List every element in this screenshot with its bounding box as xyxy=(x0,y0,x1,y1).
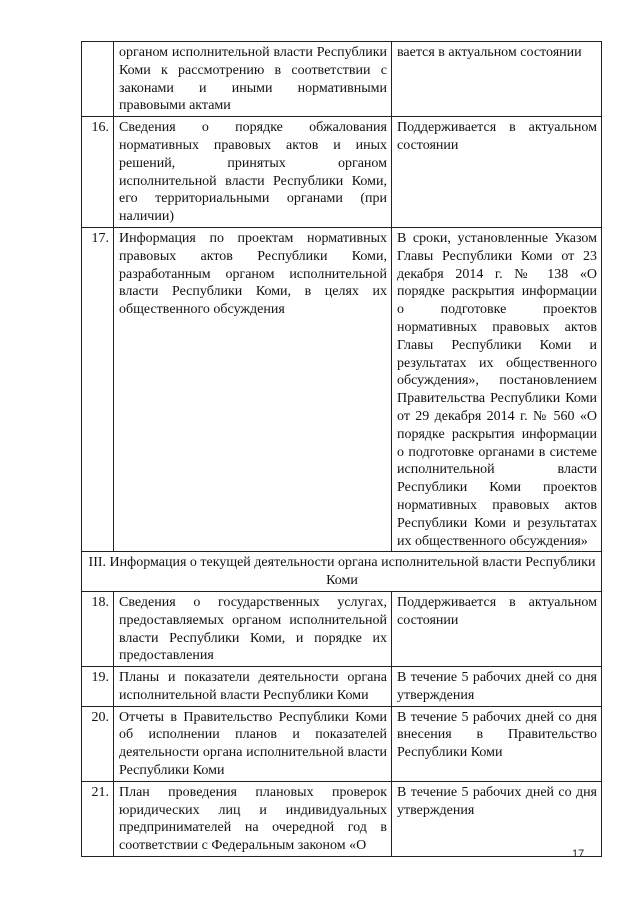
table-row xyxy=(82,227,602,551)
term-cell: вается в актуальном состоянии xyxy=(392,42,602,117)
table-row xyxy=(82,591,602,666)
term-cell: В течение 5 рабочих дней со дня внесения в Правительство Республики Коми xyxy=(392,706,602,781)
row-number xyxy=(82,42,114,117)
page-number: 17 xyxy=(572,848,585,860)
info-cell: Сведения о порядке обжалования нормативных правовых актов и иных решений, принятых органом исполнительной власти Республики Коми, его территориальными органами (при наличии) xyxy=(114,117,392,228)
row-number: 17. xyxy=(82,227,114,551)
table-row xyxy=(82,42,602,117)
row-number: 21. xyxy=(82,781,114,856)
row-number: 20. xyxy=(82,706,114,781)
row-number: 16. xyxy=(82,117,114,228)
term-cell: В течение 5 рабочих дней со дня утверждения xyxy=(392,667,602,707)
table-row xyxy=(82,667,602,707)
info-cell: Сведения о государственных услугах, предоставляемых органом исполнительной власти Республики Коми, и порядке их предоставления xyxy=(114,591,392,666)
row-number: 18. xyxy=(82,591,114,666)
table-row xyxy=(82,781,602,856)
disclosure-table xyxy=(81,41,602,857)
term-cell: Поддерживается в актуальном состоянии xyxy=(392,117,602,228)
info-cell: Планы и показатели деятельности органа исполнительной власти Республики Коми xyxy=(114,667,392,707)
term-cell: В сроки, установленные Указом Главы Республики Коми от 23 декабря 2014 г. № 138 «О порядке раскрытия информации о подготовке проектов нормативных правовых актов Главы Республики Коми и результатах их общественного обсуждения», постановлением Правительства Республики Коми от 29 декабря 2014 г. № 560 «О порядке раскрытия информации о подготовке органами в системе исполнительной власти Республики Коми проектов нормативных правовых актов Республики Коми и результатах их общественного обсуждения» xyxy=(392,227,602,551)
info-cell: Информация по проектам нормативных правовых актов Республики Коми, разработанным органом исполнительной власти Республики Коми, в целях их общественного обсуждения xyxy=(114,227,392,551)
term-cell: В течение 5 рабочих дней со дня утверждения xyxy=(392,781,602,856)
info-cell: План проведения плановых проверок юридических лиц и индивидуальных предпринимателей на очередной год в соответствии с Федеральным законом «О xyxy=(114,781,392,856)
table-row xyxy=(82,706,602,781)
table-row xyxy=(82,117,602,228)
info-cell: Отчеты в Правительство Республики Коми об исполнении планов и показателей деятельности органа исполнительной власти Республики Коми xyxy=(114,706,392,781)
section-heading: III. Информация о текущей деятельности органа исполнительной власти Республики Коми xyxy=(82,552,602,592)
info-cell: органом исполнительной власти Республики Коми к рассмотрению в соответствии с законами и иными нормативными правовыми актами xyxy=(114,42,392,117)
row-number: 19. xyxy=(82,667,114,707)
section-header-row xyxy=(82,552,602,592)
term-cell: Поддерживается в актуальном состоянии xyxy=(392,591,602,666)
